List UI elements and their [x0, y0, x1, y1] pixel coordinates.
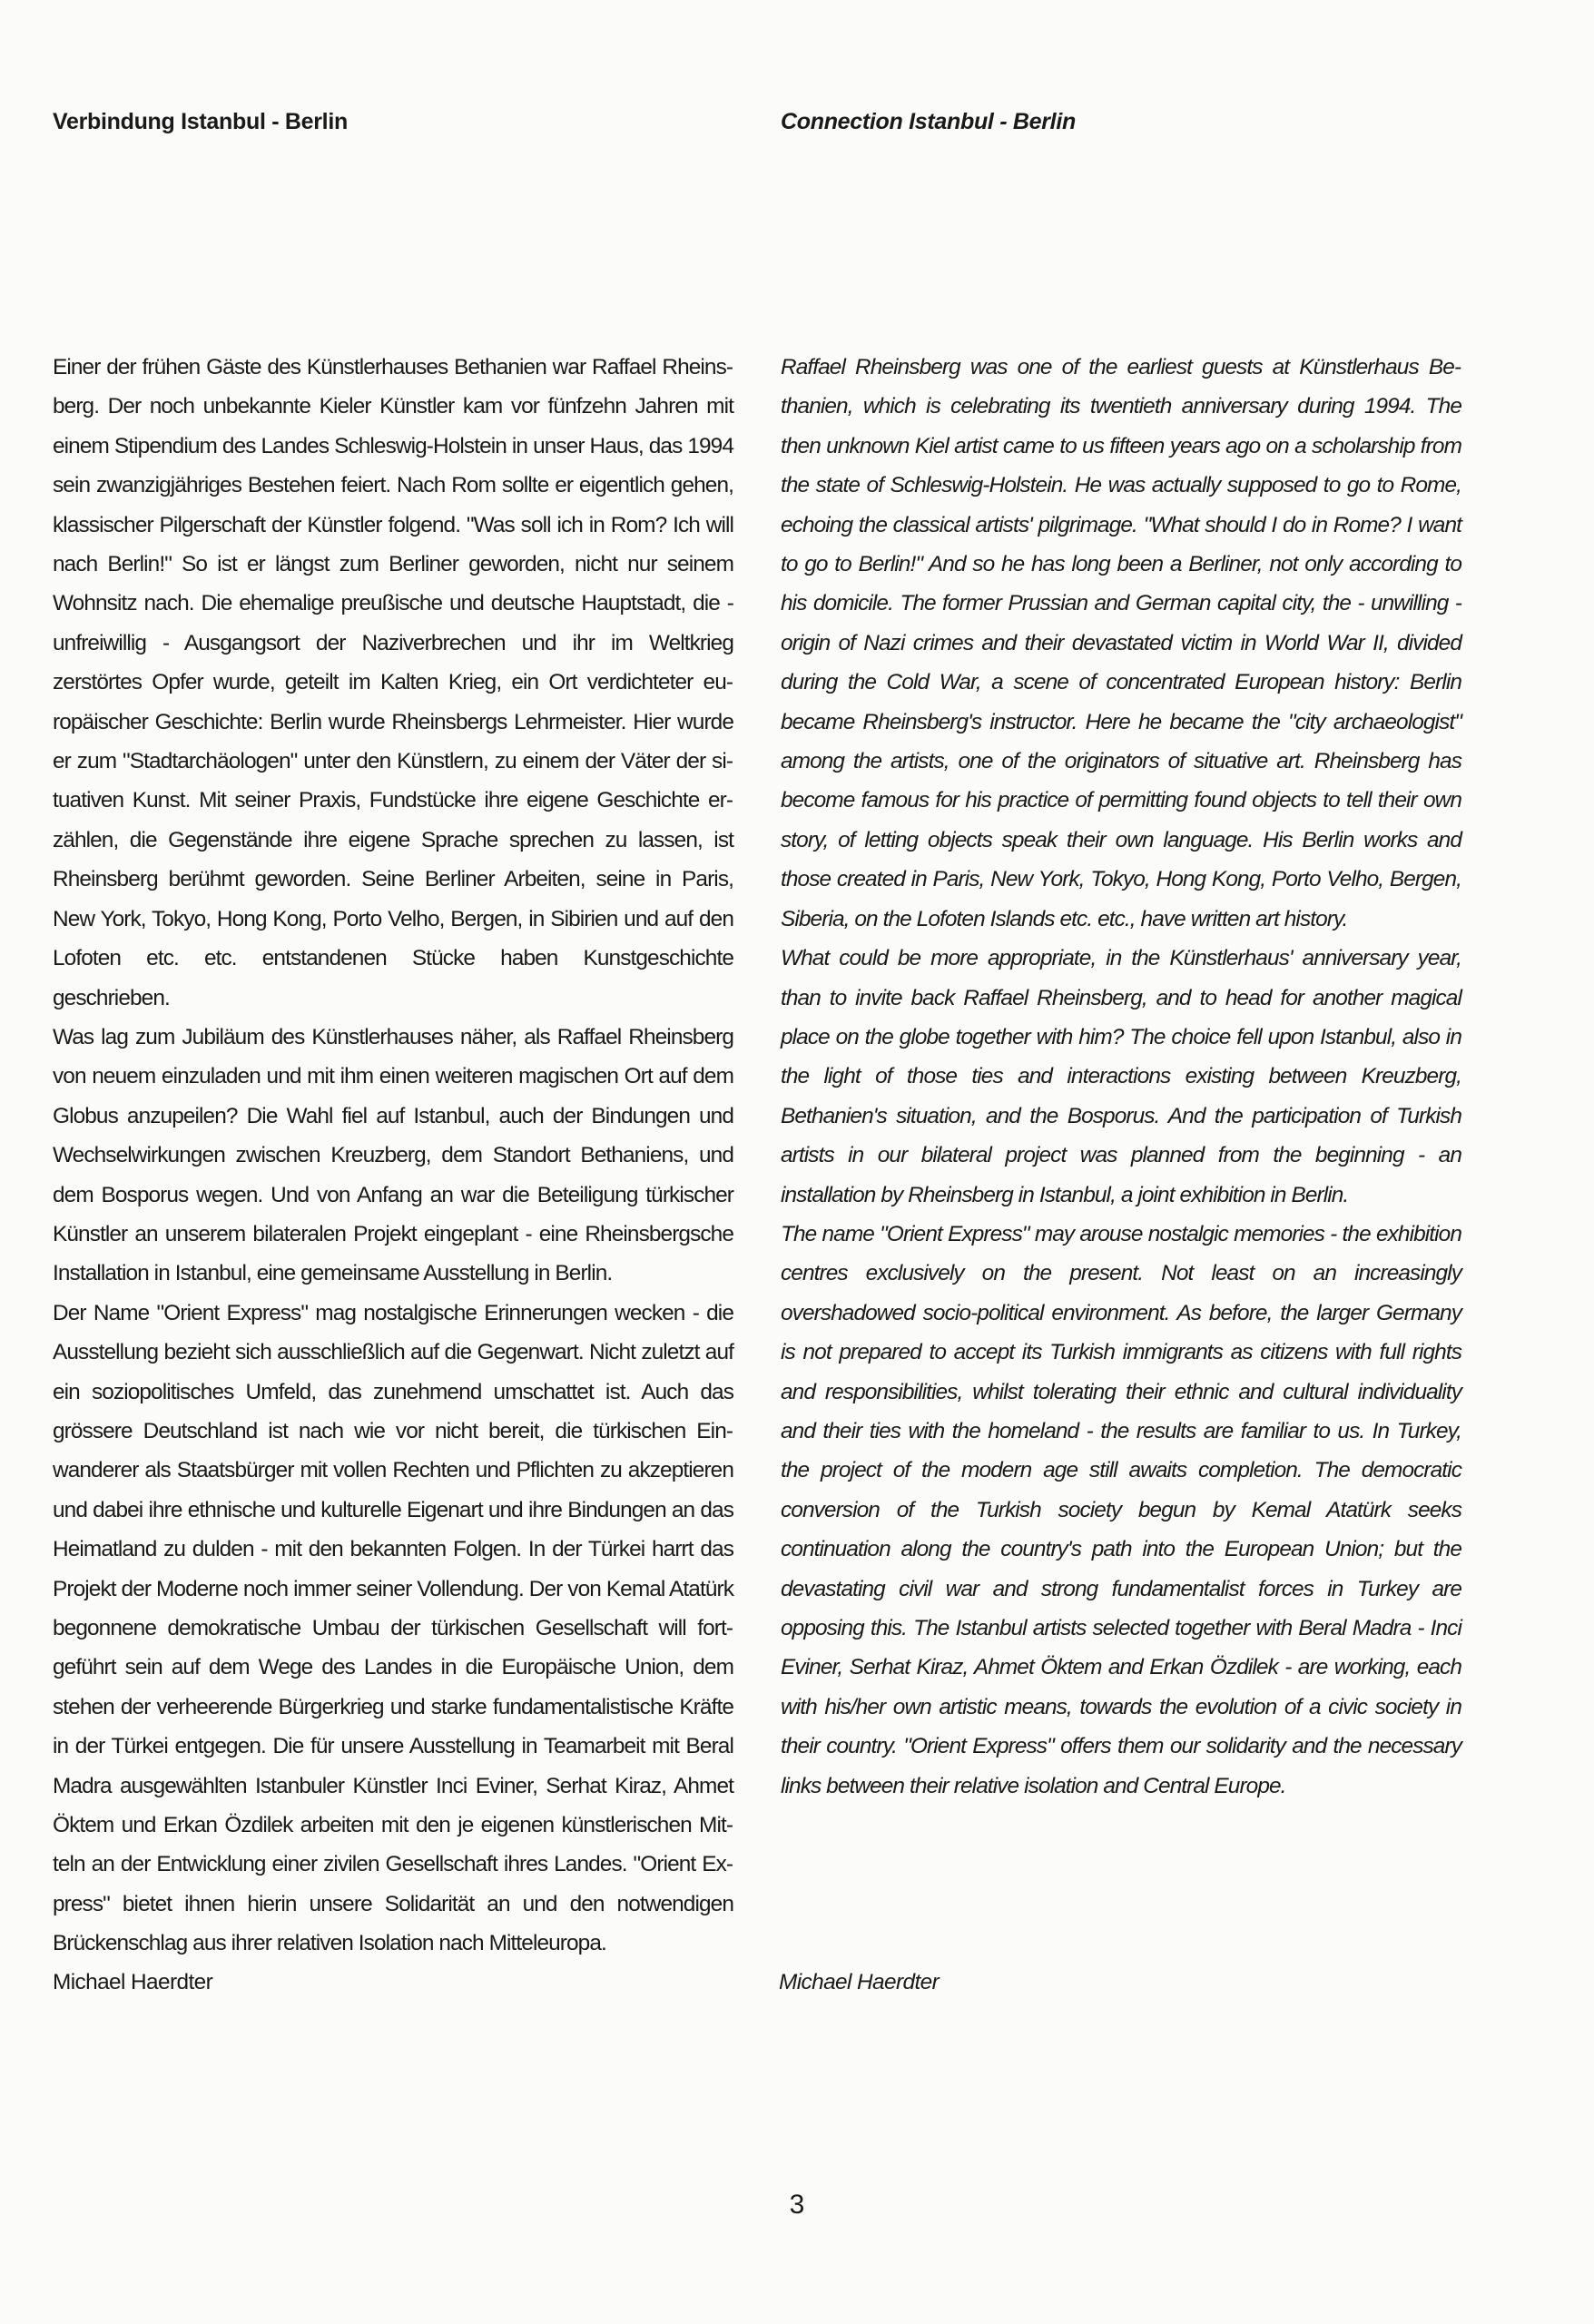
english-paragraph-3: The name "Orient Express" may arouse nostalgic memories - the exhibition centres exclusively on the present. Not least on an increasingly overshadowed socio-political environment. As before, the larger Germany is not prepared to accept its Turkish immigrants as citizens with full rights and responsibilities, whilst tolerating their ethnic and cultural individuality and their ties with the homeland - the results are familiar to us. In Turkey, the project of the modern age still awaits completion. The democratic conversion of the Turkish society begun by Kemal Atatürk seeks continuation along the country's path into the European Union; but the devastating civil war and strong fundamentalist forces in Turkey are opposing this. The Istanbul artists selected together with Beral Madra - Inci Eviner, Serhat Kiraz, Ahmet Öktem and Erkan Özdilek - are working, each with his/her own artistic means, towards the evolution of a civic society in their country. "Orient Express" offers them our solidarity and the necessary links between their relative isolation and Central Europe.: [781, 1221, 1461, 1798]
english-page-title: Connection Istanbul - Berlin: [781, 109, 1076, 134]
english-paragraph-1: Raffael Rheinsberg was one of the earliest guests at Künstlerhaus Bethanien, which is celebrating its twentieth anniversary during 1994. The then unknown Kiel artist came to us fifteen years ago on a scholarship from the state of Schleswig-Holstein. He was actually supposed to go to Rome, echoing the classical artists' pilgrimage. "What should I do in Rome? I want to go to Berlin!" And so he has long been a Berliner, not only according to his domicile. The former Prussian and German capital city, the - unwilling - origin of Nazi crimes and their devastated victim in World War II, divided during the Cold War, a scene of concentrated European history: Berlin became Rheinsberg's instructor. Here he became the "city archaeologist" among the artists, one of the originators of situative art. Rheinsberg has become famous for his practice of permitting found objects to tell their own story, of letting objects speak their own language. His Berlin works and those created in Paris, New York, Tokyo, Hong Kong, Porto Velho, Bergen, Siberia, on the Lofoten Islands etc. etc., have written art history.: [781, 355, 1461, 931]
german-text-column: [53, 348, 733, 1964]
page-number: 3: [789, 2190, 805, 2220]
english-signature: Michael Haerdter: [779, 1970, 940, 1994]
german-paragraph-3: Der Name "Orient Express" mag nostalgische Erinnerungen wecken - die Ausstellung bezieht sich ausschließlich auf die Gegenwart. Nicht zuletzt auf ein soziopolitisches Umfeld, das zunehmend umschattet ist. Auch das grössere Deutschland ist nach wie vor nicht bereit, die türkischen Einwanderer als Staatsbürger mit vollen Rechten und Pflichten zu akzeptieren und dabei ihre ethnische und kulturelle Eigenart und ihre Bindungen an das Heimatland zu dulden - mit den bekannten Folgen. In der Türkei harrt das Projekt der Moderne noch immer seiner Vollendung. Der von Kemal Atatürk begonnene demokratische Umbau der türkischen Gesellschaft will fortgeführt sein auf dem Wege des Landes in die Europäische Union, dem stehen der verheerende Bürgerkrieg und starke fundamentalistische Kräfte in der Türkei entgegen. Die für unsere Ausstellung in Teamarbeit mit Beral Madra ausgewählten Istanbuler Künstler Inci Eviner, Serhat Kiraz, Ahmet Öktem und Erkan Özdilek arbeiten mit den je eigenen künstlerischen Mitteln an der Entwicklung einer zivilen Gesellschaft ihres Landes. "Orient Express" bietet ihnen hierin unsere Solidarität an und den notwendigen Brückenschlag aus ihrer relativen Isolation nach Mitteleuropa.: [53, 1300, 733, 1956]
german-signature: Michael Haerdter: [53, 1970, 213, 1994]
english-text-column: [781, 348, 1461, 1806]
german-paragraph-1: Einer der frühen Gäste des Künstlerhauses Bethanien war Raffael Rheinsberg. Der noch unbekannte Kieler Künstler kam vor fünfzehn Jahren mit einem Stipendium des Landes Schleswig-Holstein in unser Haus, das 1994 sein zwanzigjähriges Bestehen feiert. Nach Rom sollte er eigentlich gehen, klassischer Pilgerschaft der Künstler folgend. "Was soll ich in Rom? Ich will nach Berlin!" So ist er längst zum Berliner geworden, nicht nur seinem Wohnsitz nach. Die ehemalige preußische und deutsche Hauptstadt, die - unfreiwillig - Ausgangsort der Naziverbrechen und ihr im Weltkrieg zerstörtes Opfer wurde, geteilt im Kalten Krieg, ein Ort verdichteter europäischer Geschichte: Berlin wurde Rheinsbergs Lehrmeister. Hier wurde er zum "Stadtarchäologen" unter den Künstlern, zu einem der Väter der situativen Kunst. Mit seiner Praxis, Fundstücke ihre eigene Geschichte erzählen, die Gegenstände ihre eigene Sprache sprechen zu lassen, ist Rheinsberg berühmt geworden. Seine Berliner Arbeiten, seine in Paris, New York, Tokyo, Hong Kong, Porto Velho, Bergen, in Sibirien und auf den Lofoten etc. etc. entstandenen Stücke haben Kunstgeschichte geschrieben.: [53, 355, 733, 1010]
german-page-title: Verbindung Istanbul - Berlin: [53, 109, 348, 134]
german-paragraph-2: Was lag zum Jubiläum des Künstlerhauses näher, als Raffael Rheinsberg von neuem einzuladen und mit ihm einen weiteren magischen Ort auf dem Globus anzupeilen? Die Wahl fiel auf Istanbul, auch der Bindungen und Wechselwirkungen zwischen Kreuzberg, dem Standort Bethaniens, und dem Bosporus wegen. Und von Anfang an war die Beteiligung türkischer Künstler an unserem bilateralen Projekt eingeplant - eine Rheinsbergsche Installation in Istanbul, eine gemeinsame Ausstellung in Berlin.: [53, 1024, 733, 1286]
english-paragraph-2: What could be more appropriate, in the Künstlerhaus' anniversary year, than to invite back Raffael Rheinsberg, and to head for another magical place on the globe together with him? The choice fell upon Istanbul, also in the light of those ties and interactions existing between Kreuzberg, Bethanien's situation, and the Bosporus. And the participation of Turkish artists in our bilateral project was planned from the beginning - an installation by Rheinsberg in Istanbul, a joint exhibition in Berlin.: [781, 946, 1461, 1207]
